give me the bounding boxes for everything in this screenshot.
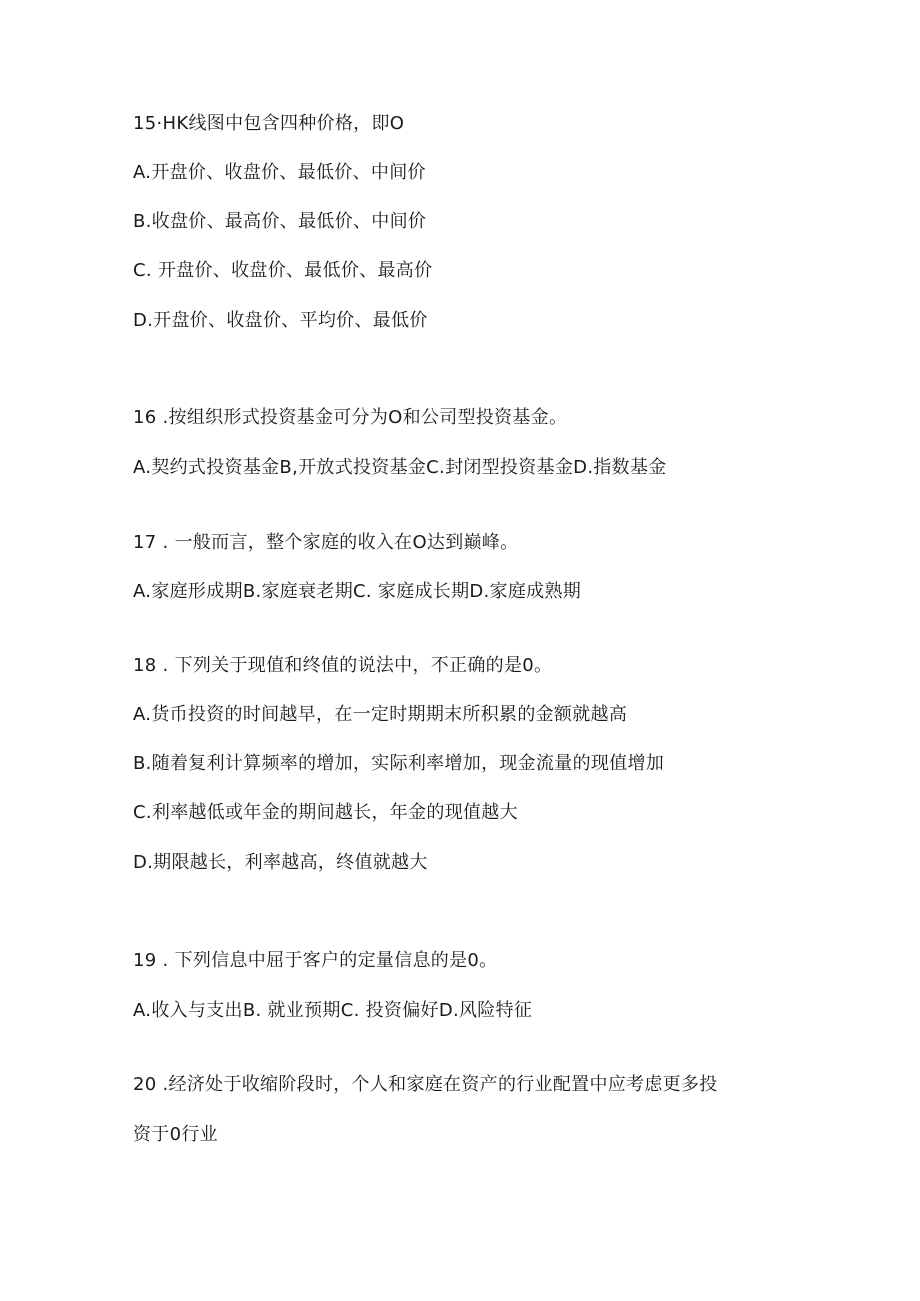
question-18-option-a: A.货币投资的时间越早，在一定时期期末所积累的金额就越高 — [133, 704, 628, 725]
question-18-option-b: B.随着复利计算频率的增加，实际利率增加，现金流量的现值增加 — [133, 753, 665, 774]
question-15-option-d: D.开盘价、收盘价、平均价、最低价 — [133, 310, 428, 331]
question-20-stem-line-2: 资于0行业 — [133, 1124, 218, 1145]
question-15-option-a: A.开盘价、收盘价、最低价、中间价 — [133, 162, 426, 183]
question-18-option-c: C.利率越低或年金的期间越长，年金的现值越大 — [133, 802, 518, 823]
question-19-options: A.收入与支出B. 就业预期C. 投资偏好D.风险特征 — [133, 1000, 533, 1021]
question-15-stem: 15·HK线图中包含四种价格，即O — [133, 113, 405, 134]
question-16-stem: 16 .按组织形式投资基金可分为O和公司型投资基金。 — [133, 407, 568, 428]
question-18-option-d: D.期限越长，利率越高，终值就越大 — [133, 852, 428, 873]
question-19-stem: 19 . 下列信息中屈于客户的定量信息的是0。 — [133, 950, 498, 971]
question-17-options: A.家庭形成期B.家庭衰老期C. 家庭成长期D.家庭成熟期 — [133, 581, 582, 602]
question-17-stem: 17 . 一般而言，整个家庭的收入在O达到巅峰。 — [133, 532, 519, 553]
question-16-options: A.契约式投资基金B,开放式投资基金C.封闭型投资基金D.指数基金 — [133, 457, 667, 478]
question-18-stem: 18 . 下列关于现值和终值的说法中，不正确的是0。 — [133, 655, 553, 676]
question-15-option-c: C. 开盘价、收盘价、最低价、最高价 — [133, 260, 433, 281]
question-20-stem-line-1: 20 .经济处于收缩阶段时，个人和家庭在资产的行业配置中应考虑更多投 — [133, 1074, 718, 1095]
question-15-option-b: B.收盘价、最高价、最低价、中间价 — [133, 211, 427, 232]
